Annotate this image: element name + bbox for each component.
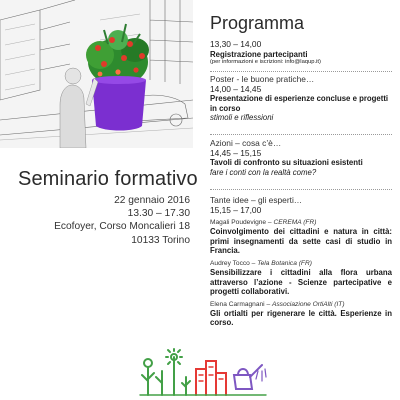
section-title: Presentazione di esperienze concluse e progetti in corso <box>210 94 389 113</box>
section-subtitle: fare i conti con la realtà come? <box>210 167 317 177</box>
programme-section-poster <box>210 75 392 123</box>
section-time: 14,45 – 15,15 <box>210 147 262 158</box>
divider <box>210 134 392 135</box>
event-venue: Ecofoyer, Corso Moncalieri 18 <box>54 221 190 233</box>
programma-title: Programma <box>210 13 305 33</box>
talk-speaker: Magali Poudevigne – CEREMA (FR) <box>210 219 317 227</box>
speaker-affiliation: Associazione OrtiAlti (IT) <box>271 300 345 308</box>
urban-garden-logo-icon <box>138 347 268 397</box>
event-info <box>54 194 190 247</box>
event-title: Seminario formativo <box>18 168 198 190</box>
event-date: 22 gennaio 2016 <box>114 195 190 206</box>
section-title: Registrazione partecipanti <box>210 49 308 59</box>
section-heading: Tante idee – gli esperti… <box>210 195 303 205</box>
programme-section-esperti <box>210 196 392 328</box>
section-subtitle: stimoli e riflessioni <box>210 113 274 123</box>
talk-title: Gli ortialti per rigenerare le città. Esperienze in corso. <box>210 308 392 328</box>
section-time: 14,00 – 14,45 <box>210 83 262 94</box>
speaker-name: Audrey Tocco <box>210 259 250 267</box>
programme-section-azioni <box>210 139 392 177</box>
section-time: 15,15 – 17,00 <box>210 204 262 215</box>
speaker-affiliation: Tela Botanica (FR) <box>257 259 312 267</box>
street-flower-pot-illustration-icon <box>0 0 193 148</box>
section-heading: Poster - le buone pratiche… <box>210 74 315 84</box>
section-note: (per informazioni e iscrizioni: info@laqup.it) <box>210 59 321 66</box>
speaker-name: Elena Carmagnani <box>210 300 265 308</box>
event-city: 10133 Torino <box>131 234 190 246</box>
section-heading: Azioni – cosa c’è… <box>210 138 282 148</box>
divider <box>210 189 392 190</box>
speaker-affiliation: CEREMA (FR) <box>273 219 317 227</box>
talk-speaker: Elena Carmagnani – Associazione OrtiAlti (IT) <box>210 300 345 308</box>
talk-title: Coinvolgimento dei cittadini e natura in città: primi insegnamenti da sette casi di studio in Francia. <box>210 227 392 256</box>
divider <box>210 71 392 72</box>
programme-section-registration <box>210 40 392 66</box>
section-time: 13,30 – 14,00 <box>210 39 262 49</box>
section-title: Tavoli di confronto su situazioni esistenti <box>210 158 363 168</box>
speaker-name: Magali Poudevigne <box>210 219 267 227</box>
talk-speaker: Audrey Tocco – Tela Botanica (FR) <box>210 259 312 267</box>
event-hours: 13.30 – 17.30 <box>127 208 190 220</box>
talk-title: Sensibilizzare i cittadini alla flora urbana attraverso l’azione - Scienze partecipative e progetti collaborativi. <box>210 267 392 297</box>
